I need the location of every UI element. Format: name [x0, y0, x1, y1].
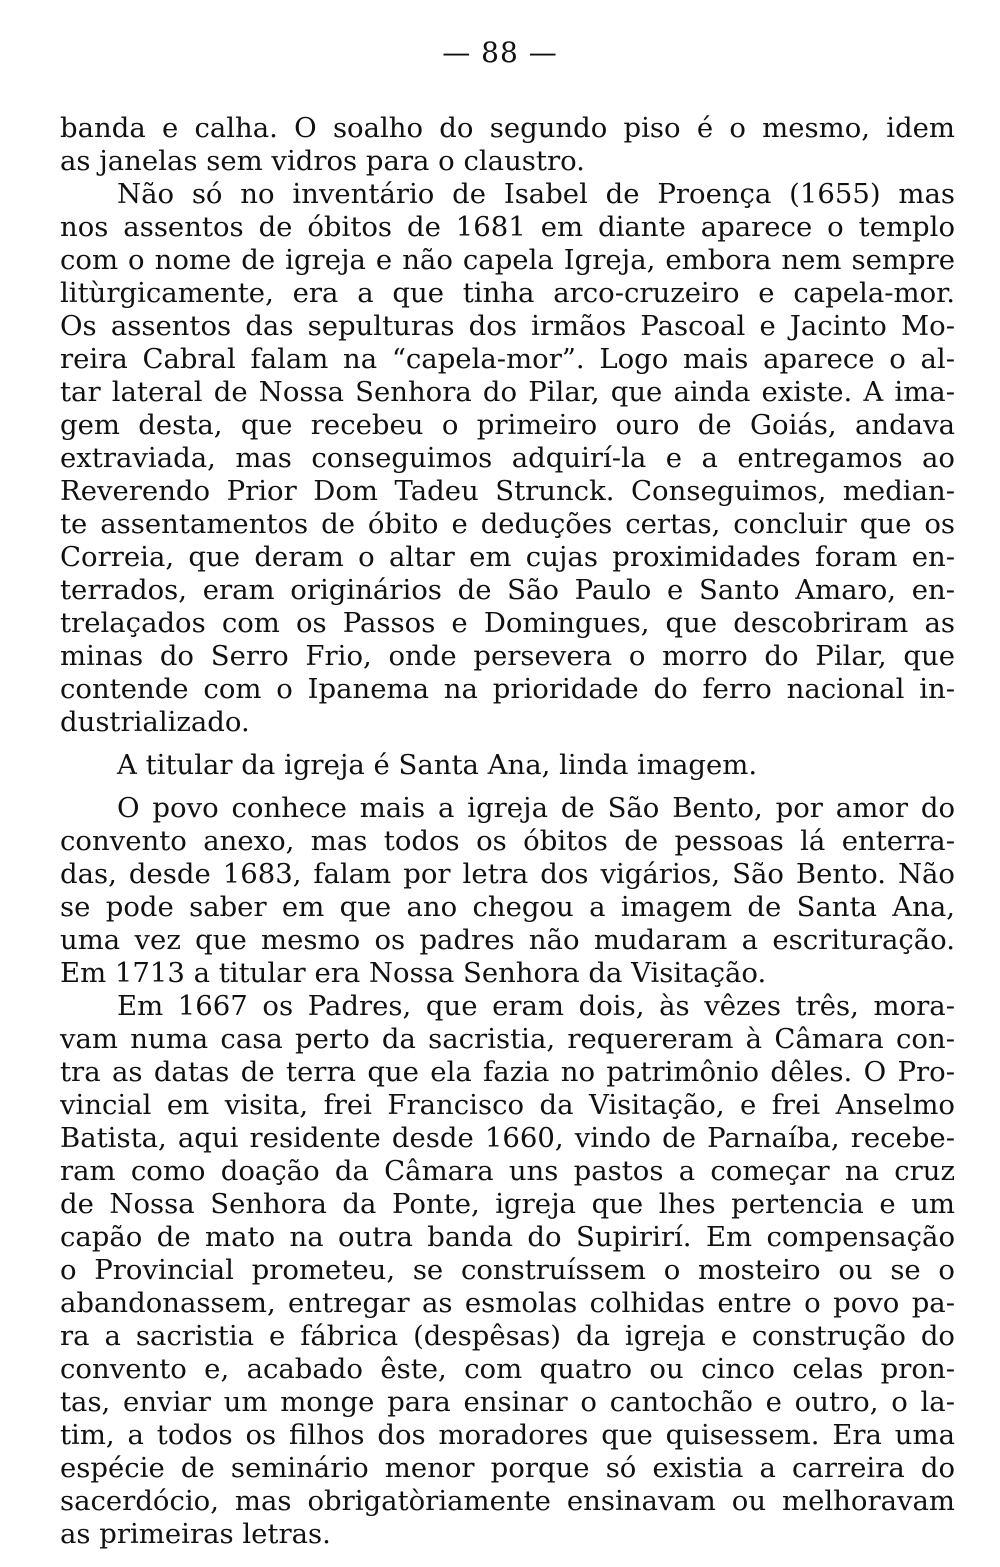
text-line: uma vez que mesmo os padres não mudaram a escrituração. — [60, 924, 955, 956]
text-line: ra a sacristia e fábrica (despêsas) da igreja e construção do — [60, 1320, 955, 1352]
text-line: Os assentos das sepulturas dos irmãos Pascoal e Jacinto Mo- — [60, 310, 955, 342]
text-line: vincial em visita, frei Francisco da Visitação, e frei Anselmo — [60, 1089, 955, 1121]
text-line: minas do Serro Frio, onde persevera o morro do Pilar, que — [60, 640, 955, 672]
text-line: tar lateral de Nossa Senhora do Pilar, que ainda existe. A ima- — [60, 376, 955, 408]
paragraph — [60, 792, 955, 990]
paragraph — [60, 990, 955, 1551]
text-line: O povo conhece mais a igreja de São Bento, por amor do — [117, 792, 955, 824]
text-line: A titular da igreja é Santa Ana, linda imagem. — [117, 749, 758, 781]
text-line: se pode saber em que ano chegou a imagem de Santa Ana, — [60, 891, 955, 923]
text-line: as janelas sem vidros para o claustro. — [60, 145, 585, 177]
text-line: tra as datas de terra que ela fazia no patrimônio dêles. O Pro- — [60, 1056, 955, 1088]
text-line: te assentamentos de óbito e deduções certas, concluir que os — [60, 508, 955, 540]
body-text — [60, 112, 955, 1551]
text-line: tim, a todos os filhos dos moradores que quisessem. Era uma — [60, 1419, 955, 1451]
page-number: — 88 — — [442, 36, 558, 69]
text-line: das, desde 1683, falam por letra dos vigários, São Bento. Não — [60, 858, 955, 890]
text-line: vam numa casa perto da sacristia, requereram à Câmara con- — [60, 1023, 955, 1055]
text-line: sacerdócio, mas obrigatòriamente ensinavam ou melhoravam — [60, 1485, 955, 1517]
text-line: as primeiras letras. — [60, 1518, 331, 1550]
text-line: convento anexo, mas todos os óbitos de pessoas lá enterra- — [60, 825, 955, 857]
text-line: Batista, aqui residente desde 1660, vindo de Parnaíba, recebe- — [60, 1122, 955, 1154]
paragraph-spacer — [60, 739, 955, 749]
paragraph-spacer — [60, 782, 955, 792]
text-line: contende com o Ipanema na prioridade do ferro nacional in- — [60, 673, 955, 705]
text-line: de Nossa Senhora da Ponte, igreja que lhes pertencia e um — [60, 1188, 955, 1220]
text-line: abandonassem, entregar as esmolas colhidas entre o povo pa- — [60, 1287, 955, 1319]
text-line: extraviada, mas conseguimos adquirí-la e a entregamos ao — [60, 442, 955, 474]
text-line: banda e calha. O soalho do segundo piso é o mesmo, idem — [60, 112, 955, 144]
text-line: nos assentos de óbitos de 1681 em diante aparece o templo — [60, 211, 955, 243]
text-line: convento e, acabado êste, com quatro ou cinco celas pron- — [60, 1353, 955, 1385]
text-line: com o nome de igreja e não capela Igreja, embora nem sempre — [60, 244, 955, 276]
text-line: Em 1713 a titular era Nossa Senhora da Visitação. — [60, 957, 767, 989]
text-line: litùrgicamente, era a que tinha arco-cruzeiro e capela-mor. — [60, 277, 955, 309]
text-line: Correia, que deram o altar em cujas proximidades foram en- — [60, 541, 955, 573]
text-line: Em 1667 os Padres, que eram dois, às vêzes três, mora- — [117, 990, 955, 1022]
paragraph — [60, 112, 955, 178]
text-line: espécie de seminário menor porque só existia a carreira do — [60, 1452, 955, 1484]
text-line: Reverendo Prior Dom Tadeu Strunck. Conseguimos, median- — [60, 475, 955, 507]
text-line: terrados, eram originários de São Paulo e Santo Amaro, en- — [60, 574, 955, 606]
text-line: dustrializado. — [60, 706, 250, 738]
paragraph — [60, 178, 955, 739]
text-line: ram como doação da Câmara uns pastos a começar na cruz — [60, 1155, 955, 1187]
text-line: gem desta, que recebeu o primeiro ouro de Goiás, andava — [60, 409, 955, 441]
paragraph — [60, 749, 955, 782]
text-line: capão de mato na outra banda do Supirirí. Em compensação — [60, 1221, 955, 1253]
text-line: o Provincial prometeu, se construíssem o mosteiro ou se o — [60, 1254, 955, 1286]
text-line: tas, enviar um monge para ensinar o cantochão e outro, o la- — [60, 1386, 955, 1418]
text-line: reira Cabral falam na “capela-mor”. Logo mais aparece o al- — [60, 343, 955, 375]
text-line: trelaçados com os Passos e Domingues, que descobriram as — [60, 607, 955, 639]
text-line: Não só no inventário de Isabel de Proença (1655) mas — [117, 178, 955, 210]
